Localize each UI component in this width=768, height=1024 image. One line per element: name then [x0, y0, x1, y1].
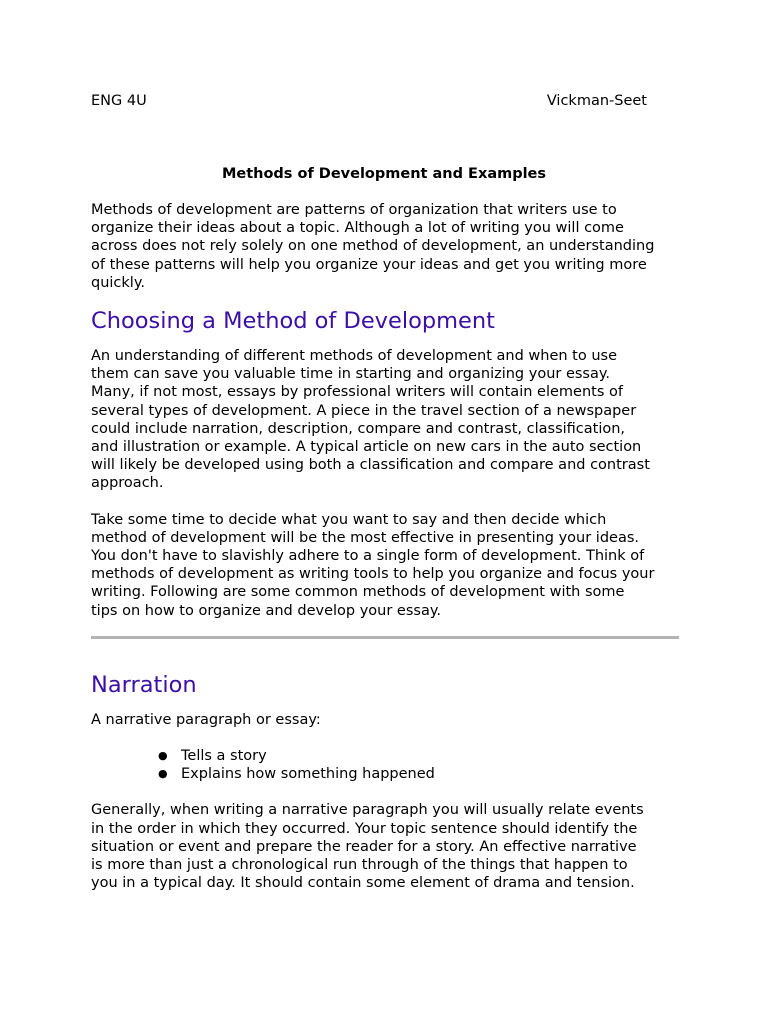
section-divider: [91, 636, 679, 639]
paragraph-line: You don't have to slavishly adhere to a single form of development. Think of: [91, 548, 645, 565]
intro-paragraph: [91, 201, 681, 292]
paragraph-line: Many, if not most, essays by professional writers will contain elements of: [91, 384, 623, 401]
list-item: [158, 747, 681, 765]
bullet-icon: ●: [158, 767, 168, 781]
section-heading-choosing: Choosing a Method of Development: [91, 308, 495, 335]
paragraph-line: method of development will be the most effective in presenting your ideas.: [91, 529, 640, 546]
paragraph-line: is more than just a chronological run through of the things that happen to: [91, 857, 628, 874]
bullet-icon: ●: [158, 749, 168, 763]
intro-line: of these patterns will help you organize your ideas and get you writing more: [91, 256, 647, 273]
choosing-paragraph-2: [91, 511, 681, 620]
paragraph-line: them can save you valuable time in starting and organizing your essay.: [91, 366, 610, 383]
choosing-paragraph-1: [91, 347, 681, 493]
narration-paragraph: [91, 801, 681, 892]
paragraph-line: several types of development. A piece in the travel section of a newspaper: [91, 402, 637, 419]
list-item: [158, 765, 681, 783]
paragraph-line: writing. Following are some common methods of development with some: [91, 584, 625, 601]
paragraph-line: in the order in which they occurred. Your topic sentence should identify the: [91, 820, 638, 837]
document-page: [91, 92, 681, 892]
intro-line: quickly.: [91, 274, 145, 291]
paragraph-line: could include narration, description, compare and contrast, classification,: [91, 420, 626, 437]
intro-line: organize their ideas about a topic. Although a lot of writing you will come: [91, 220, 624, 237]
paragraph-line: Take some time to decide what you want to say and then decide which: [91, 511, 607, 528]
section-heading-narration: Narration: [91, 671, 197, 698]
list-item-text: Tells a story: [181, 748, 267, 765]
document-title: Methods of Development and Examples: [221, 166, 547, 182]
narration-bullet-list: [91, 747, 681, 783]
course-code: ENG 4U: [91, 93, 147, 109]
paragraph-line: approach.: [91, 475, 164, 492]
paragraph-line: methods of development as writing tools to help you organize and focus your: [91, 566, 655, 583]
intro-line: Methods of development are patterns of organization that writers use to: [91, 202, 617, 218]
list-item-text: Explains how something happened: [181, 766, 435, 783]
paragraph-line: Generally, when writing a narrative paragraph you will usually relate events: [91, 802, 644, 819]
paragraph-line: tips on how to organize and develop your essay.: [91, 602, 441, 619]
paragraph-line: and illustration or example. A typical article on new cars in the auto section: [91, 439, 642, 456]
paragraph-line: will likely be developed using both a classification and compare and contrast: [91, 457, 650, 474]
narration-intro: A narrative paragraph or essay:: [91, 711, 321, 728]
paragraph-line: situation or event and prepare the reader for a story. An effective narrative: [91, 838, 637, 855]
author-name: Vickman-Seet: [546, 93, 647, 109]
paragraph-line: you in a typical day. It should contain some element of drama and tension.: [91, 875, 635, 892]
document-header: [91, 92, 647, 110]
paragraph-line: An understanding of different methods of development and when to use: [91, 348, 618, 365]
intro-line: across does not rely solely on one method of development, an understanding: [91, 238, 655, 255]
